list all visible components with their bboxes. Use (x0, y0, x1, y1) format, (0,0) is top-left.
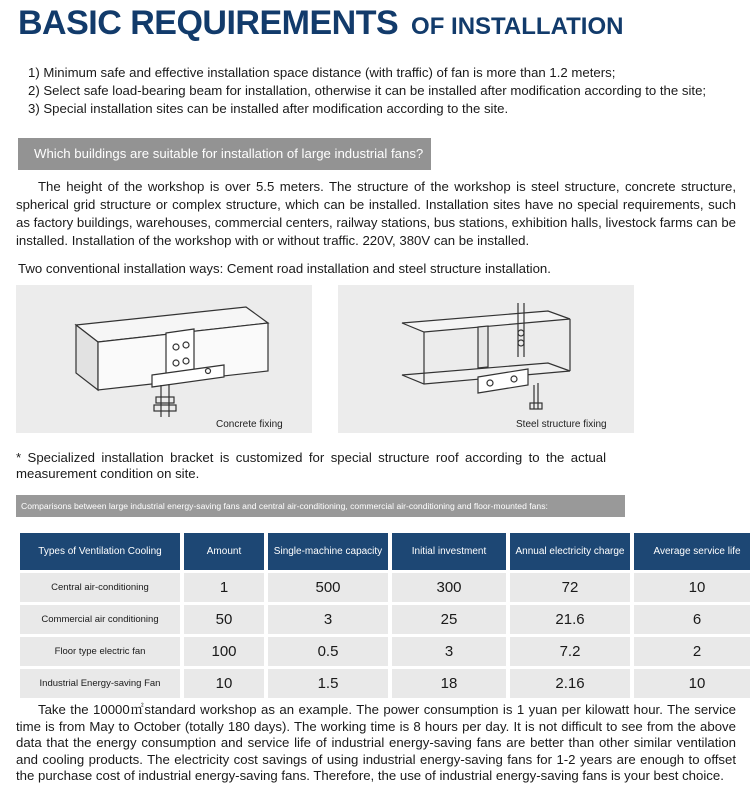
conclusion-paragraph: Take the 10000㎡standard workshop as an example. The power consumption is 1 yuan per kilowatt hour. The service time is from May to October (totally 180 days). The working time is 8 hours per day. It is not difficult to see from the above data that the energy consumption and service life of industrial energy-saving fans are better than other similar ventilation and cooling products. The electricity cost savings of using industrial energy-saving fans for 1-2 years are enough to offset the purchase cost of industrial energy-saving fans. Therefore, the use of industrial energy-saving fans is your best choice. (16, 702, 736, 784)
table-cell: 1 (184, 573, 264, 602)
requirement-item: 3) Special installation sites can be installed after modification according to the site. (28, 101, 509, 116)
comparison-table (16, 530, 750, 701)
column-header: Initial investment (392, 533, 506, 570)
table-cell: 1.5 (268, 669, 388, 698)
table-cell: 3 (392, 637, 506, 666)
page-title-sub: OF INSTALLATION (411, 13, 624, 40)
table-cell: 25 (392, 605, 506, 634)
column-header: Average service life (634, 533, 750, 570)
concrete-fixing-figure (16, 285, 312, 433)
steel-fixing-drawing (338, 285, 634, 433)
table-cell: 0.5 (268, 637, 388, 666)
table-cell: 50 (184, 605, 264, 634)
table-cell: Central air-conditioning (20, 573, 180, 602)
table-cell: Commercial air conditioning (20, 605, 180, 634)
question-banner: Which buildings are suitable for installation of large industrial fans? (18, 138, 431, 170)
steel-caption: Steel structure fixing (516, 419, 607, 430)
requirements-list (28, 64, 740, 118)
table-cell: Industrial Energy-saving Fan (20, 669, 180, 698)
table-cell: 2 (634, 637, 750, 666)
column-header: Types of Ventilation Cooling (20, 533, 180, 570)
table-row (20, 573, 750, 602)
comparison-banner: Comparisons between large industrial energy-saving fans and central air-conditioning, commercial air-conditioning and floor-mounted fans: (16, 495, 625, 517)
column-header: Annual electricity charge (510, 533, 630, 570)
concrete-fixing-drawing (16, 285, 312, 433)
table-cell: 6 (634, 605, 750, 634)
table-cell: 7.2 (510, 637, 630, 666)
requirement-item: 1) Minimum safe and effective installation space distance (with traffic) of fan is more than 1.2 meters; (28, 65, 616, 80)
table-cell: 100 (184, 637, 264, 666)
column-header: Single-machine capacity (268, 533, 388, 570)
table-cell: 21.6 (510, 605, 630, 634)
steel-fixing-figure (338, 285, 634, 433)
page-title-main: BASIC REQUIREMENTS (18, 4, 399, 42)
table-cell: 500 (268, 573, 388, 602)
answer-paragraph: The height of the workshop is over 5.5 meters. The structure of the workshop is steel structure, concrete structure, spherical grid structure or complex structure, which can be installed. Installation sites have no special requirements, such as factory buildings, warehouses, commercial centers, railway stations, bus stations, exhibition halls, livestock farms can be installed. Installation of the workshop with or without traffic. 220V, 380V can be installed. (16, 179, 736, 248)
table-header-row (20, 533, 750, 570)
column-header: Amount (184, 533, 264, 570)
table-cell: 10 (184, 669, 264, 698)
table-row (20, 605, 750, 634)
table-cell: 3 (268, 605, 388, 634)
page-title (18, 4, 623, 43)
table-cell: 10 (634, 669, 750, 698)
table-cell: 2.16 (510, 669, 630, 698)
bracket-note: * Specialized installation bracket is customized for special structure roof according to the actual measurement condition on site. (16, 450, 606, 481)
table-cell: Floor type electric fan (20, 637, 180, 666)
table-cell: 10 (634, 573, 750, 602)
table-row (20, 637, 750, 666)
installation-ways-text: Two conventional installation ways: Cement road installation and steel structure installation. (18, 261, 551, 276)
table-cell: 300 (392, 573, 506, 602)
concrete-caption: Concrete fixing (216, 419, 283, 430)
requirement-item: 2) Select safe load-bearing beam for installation, otherwise it can be installed after modification according to the site; (28, 83, 707, 98)
table-cell: 18 (392, 669, 506, 698)
table-row (20, 669, 750, 698)
table-cell: 72 (510, 573, 630, 602)
